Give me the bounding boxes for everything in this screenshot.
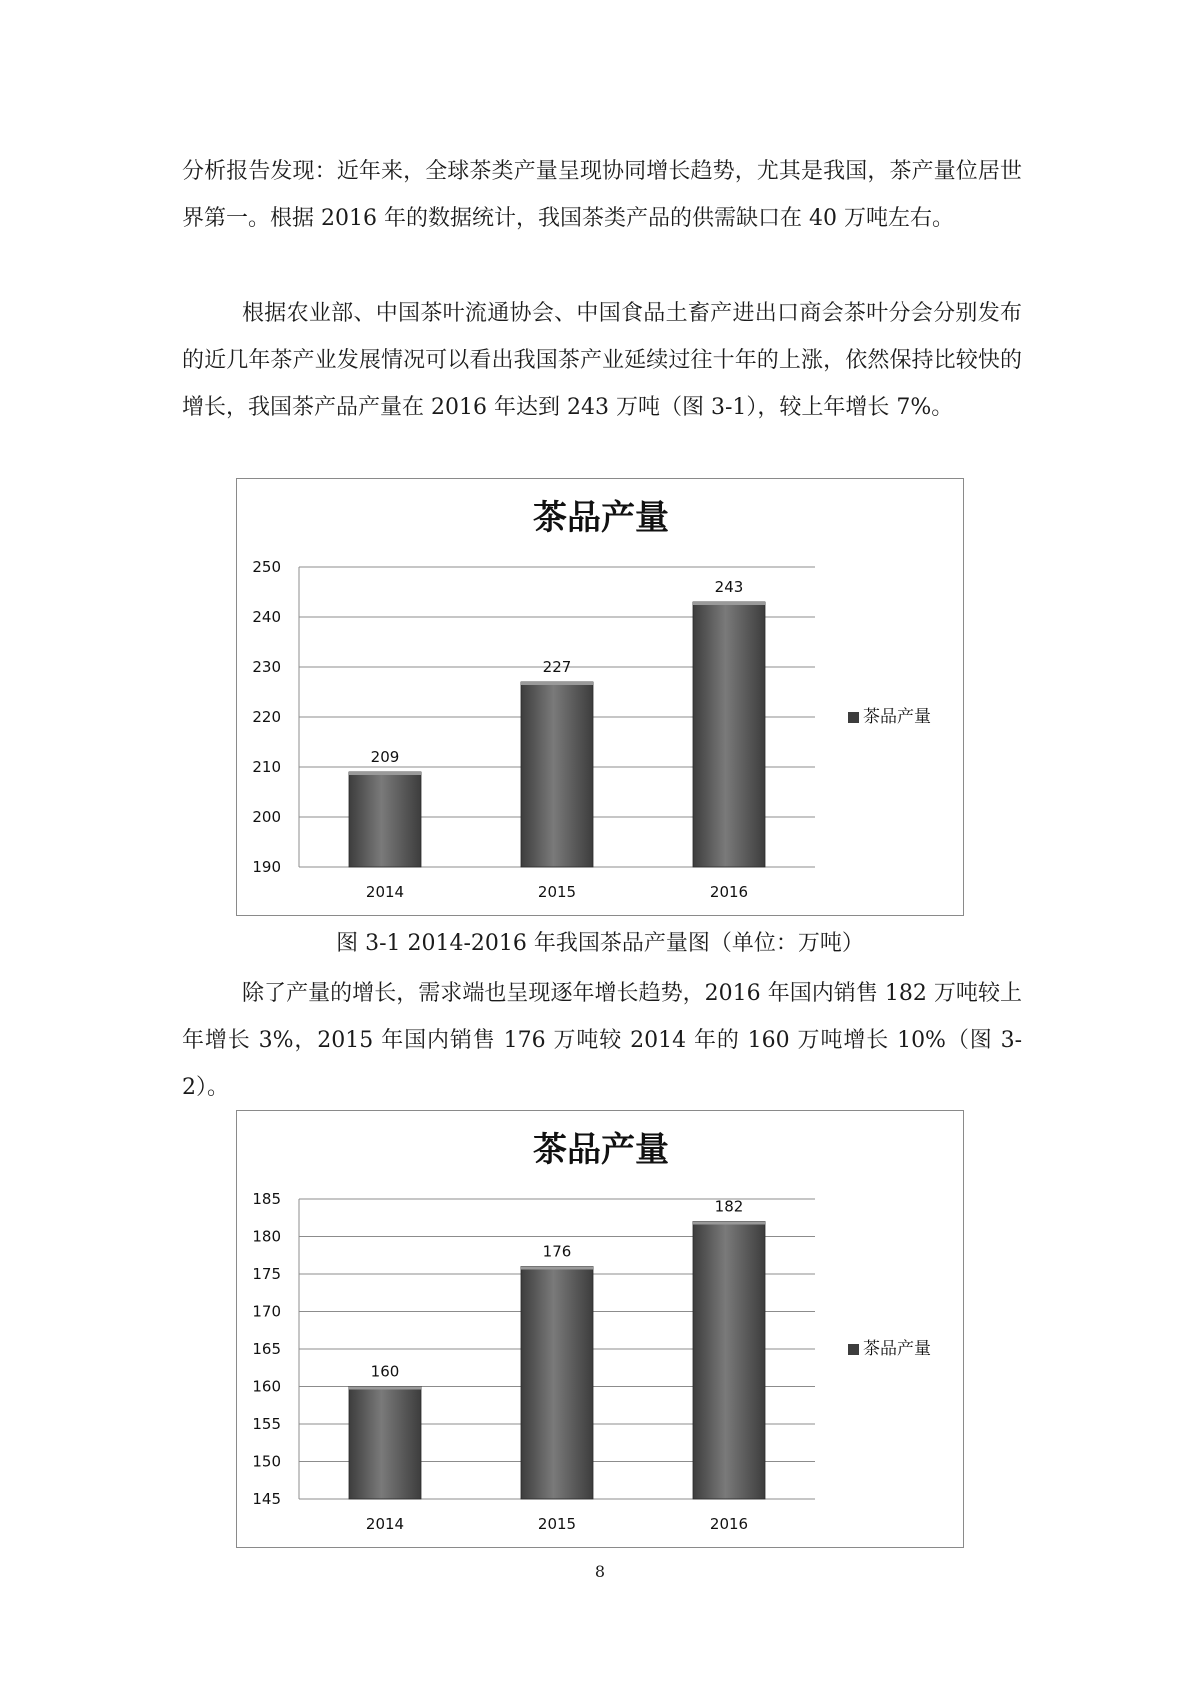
y-tick-label: 175 (252, 1265, 281, 1283)
y-tick-label: 240 (252, 608, 281, 626)
chart-production-svg (237, 479, 965, 917)
data-label-2014: 209 (370, 748, 400, 766)
bar-top-bevel-2015 (521, 682, 593, 685)
x-tick-label-2014: 2014 (365, 1515, 405, 1533)
figure-caption-3-1: 图 3-1 2014-2016 年我国茶品产量图（单位：万吨） (336, 931, 864, 956)
legend-swatch (848, 712, 859, 723)
x-tick-label-2014: 2014 (365, 883, 405, 901)
bar-top-bevel-2016 (693, 1222, 765, 1225)
y-tick-label: 185 (252, 1190, 281, 1208)
chart-sales (236, 1110, 964, 1548)
y-tick-label: 250 (252, 558, 281, 576)
legend-swatch (848, 1344, 859, 1355)
y-tick-label: 180 (252, 1227, 281, 1246)
bar-2014 (349, 1387, 421, 1500)
y-tick-label: 150 (252, 1452, 281, 1471)
legend-label: 茶品产量 (863, 1339, 931, 1359)
data-label-2014: 160 (370, 1362, 400, 1381)
y-tick-label: 190 (252, 858, 281, 876)
bar-2016 (693, 1222, 765, 1500)
chart-title: 茶品产量 (533, 1130, 669, 1170)
paragraph-demand: 除了产量的增长，需求端也呈现逐年增长趋势，2016 年国内销售 182 万吨较上年增长 3%，2015 年国内销售 176 万吨较 2014 年的 160 万吨增长 10%（图 3-2）。 (182, 981, 1022, 1100)
x-tick-label-2015: 2015 (537, 883, 577, 901)
bar-top-bevel-2014 (349, 1387, 421, 1390)
y-tick-label: 230 (252, 658, 281, 676)
chart-sales-svg (237, 1111, 965, 1549)
y-tick-label: 165 (252, 1340, 281, 1358)
bar-top-bevel-2016 (693, 602, 765, 605)
data-label-2015: 176 (542, 1242, 572, 1261)
bar-top-bevel-2014 (349, 772, 421, 775)
y-tick-label: 170 (252, 1302, 281, 1321)
x-tick-label-2015: 2015 (537, 1515, 577, 1533)
y-tick-label: 220 (252, 708, 281, 726)
y-tick-label: 155 (252, 1415, 281, 1433)
data-label-2016: 182 (714, 1197, 744, 1216)
page-number: 8 (594, 1562, 606, 1581)
y-tick-label: 200 (252, 808, 281, 826)
paragraph-intro: 分析报告发现：近年来，全球茶类产量呈现协同增长趋势，尤其是我国，茶产量位居世界第一。根据 2016 年的数据统计，我国茶类产品的供需缺口在 40 万吨左右。 (182, 159, 1022, 231)
x-tick-label-2016: 2016 (709, 1515, 749, 1533)
legend-label: 茶品产量 (863, 707, 931, 727)
x-tick-label-2016: 2016 (709, 883, 749, 901)
y-tick-label: 160 (252, 1377, 281, 1396)
data-label-2016: 243 (714, 578, 744, 596)
data-label-2015: 227 (542, 658, 572, 676)
bar-2015 (521, 1267, 593, 1500)
paragraph-production: 根据农业部、中国茶叶流通协会、中国食品土畜产进出口商会茶叶分会分别发布的近几年茶产业发展情况可以看出我国茶产业延续过往十年的上涨，依然保持比较快的增长，我国茶产品产量在 2016 年达到 243 万吨（图 3-1），较上年增长 7%。 (182, 301, 1022, 420)
chart-production (236, 478, 964, 916)
chart-title: 茶品产量 (533, 498, 669, 538)
y-tick-label: 145 (252, 1490, 281, 1508)
bar-2014 (349, 772, 421, 867)
bar-2015 (521, 682, 593, 867)
bar-top-bevel-2015 (521, 1267, 593, 1270)
bar-2016 (693, 602, 765, 867)
y-tick-label: 210 (252, 758, 281, 776)
